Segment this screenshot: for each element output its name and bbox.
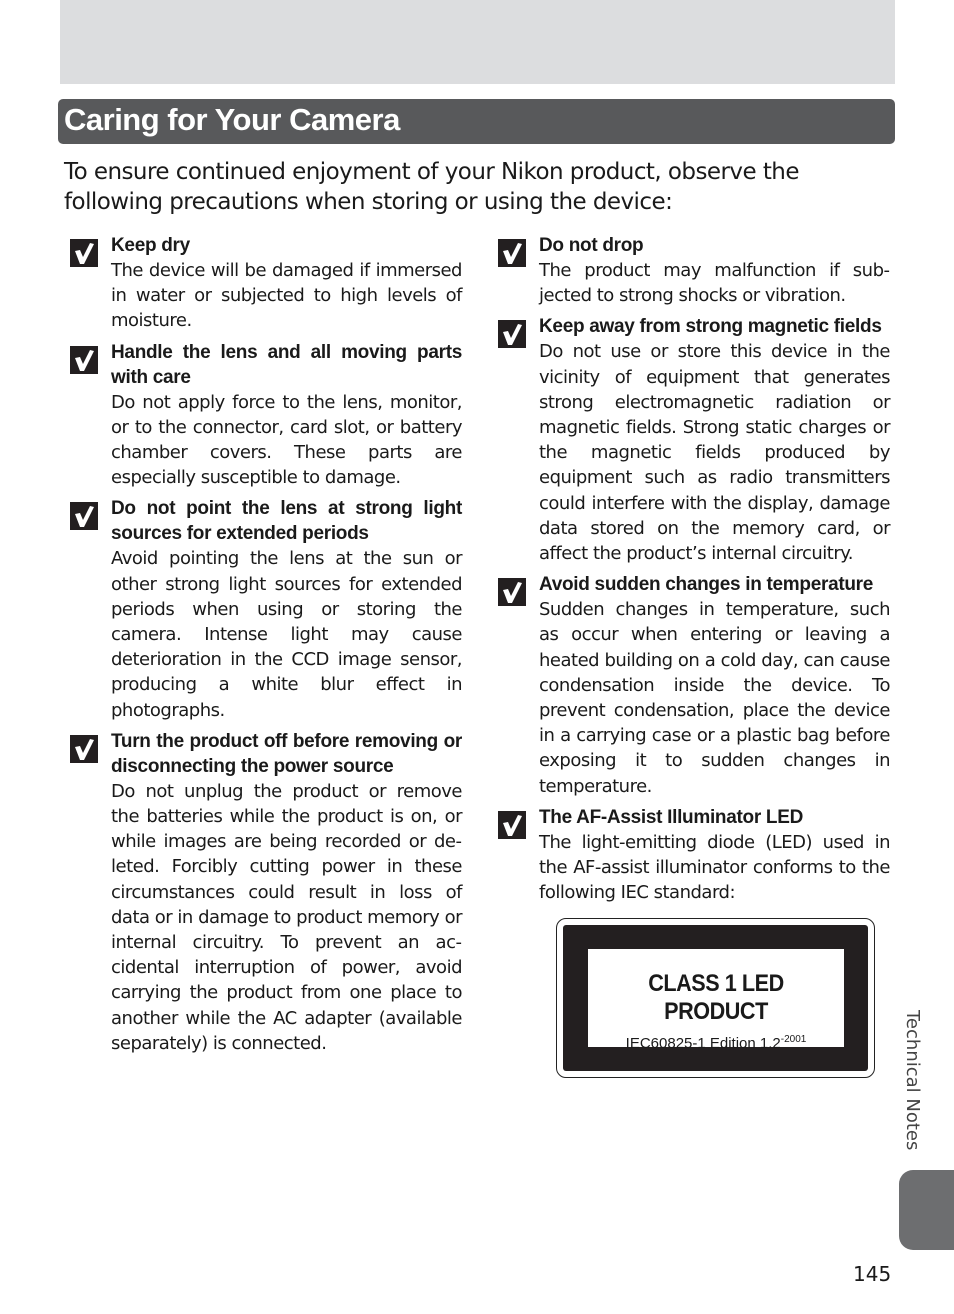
side-section-text: Technical Notes [902,1010,923,1151]
page-number: 145 [853,1262,892,1286]
title-bar [58,99,895,144]
precaution-item [498,572,890,799]
led-label-panel [588,949,844,1052]
section-tab [899,1170,954,1250]
right-column [498,233,890,911]
side-section-label [895,1010,935,1170]
precaution-heading: Avoid sudden changes in temperature [539,574,874,596]
led-label-border [563,925,868,1071]
iec-superscript: -2001 [780,1034,807,1045]
precaution-heading: Do not point the lens at strong light sources for extended periods [111,498,462,545]
page-title: Caring for Your Camera [64,102,400,137]
precaution-item [70,340,462,491]
precaution-heading: Keep away from strong magnetic fields [539,316,882,338]
precaution-heading: The AF-Assist Illuminator LED [539,806,804,828]
checkmark-caution-icon [70,346,98,374]
precaution-heading: Do not drop [539,235,644,256]
led-class-text: CLASS 1 LED PRODUCT [648,970,784,1025]
checkmark-caution-icon [498,811,526,839]
precaution-item [498,805,890,906]
precaution-body: Do not use or store this device in the vicinity of equipment that generates strong electromagnetic radiation or magnetic fields. Strong static charges or the magnetic fields produced by equipment such as radio transmitters could interfere with the display, damage data stored on the memory card, or affect the product’s internal circuitry. [539,341,890,565]
precaution-body: Do not unplug the product or remove the batteries while the product is on, or while images are being recorded or deleted. Forcibly cutting power in these circumstances could result in loss of data or in damage to product memory or internal circuitry. To prevent an accidental interruption of power, avoid carrying the product from one place to another while the AC adapter (available separately) is connected. [111,780,462,1054]
precaution-body: Do not apply force to the lens, monitor, or to the connector, card slot, or battery chamber covers. These parts are especially susceptible to damage. [111,391,462,489]
left-column [70,233,462,1062]
led-product-label [556,918,875,1078]
checkmark-caution-icon [70,735,98,763]
checkmark-caution-icon [70,239,98,267]
header-band [60,0,895,84]
precaution-body: Sudden changes in temperature, such as occur when entering or leaving a heated building on a cold day, can cause condensation inside the device. To prevent condensation, place the device in a carrying case or a plastic bag before exposing it to sudden changes in temperature. [539,599,890,797]
precaution-heading: Turn the product off before removing or disconnecting the power source [111,730,462,777]
precaution-item [70,496,462,722]
iec-standard-text [588,1034,844,1052]
checkmark-caution-icon [498,239,526,267]
precaution-body: The product may malfunction if subjected to strong shocks or vibration. [539,260,890,307]
intro-paragraph: To ensure continued enjoyment of your Nikon product, observe the following precautions when storing or using the device: [64,159,799,215]
precaution-body: Avoid pointing the lens at the sun or other strong light sources for extended periods when using or storing the camera. Intense light may cause deterioration in the CCD image sensor, producing a white blur effect in photographs. [111,548,462,721]
precaution-item [70,729,462,1056]
precaution-heading: Keep dry [111,235,190,256]
precaution-body: The light-emitting diode (LED) used in the AF-assist illuminator conforms to the following IEC standard: [539,831,890,904]
iec-text: IEC60825-1 Edition 1.2 [625,1035,781,1052]
checkmark-caution-icon [70,502,98,530]
precaution-item [498,233,890,308]
precaution-body: The device will be damaged if immersed in water or subjected to high levels of moisture. [111,260,462,332]
checkmark-caution-icon [498,578,526,606]
precaution-item [70,233,462,334]
precaution-item [498,314,890,566]
precaution-heading: Handle the lens and all moving parts with care [111,341,462,388]
checkmark-caution-icon [498,320,526,348]
